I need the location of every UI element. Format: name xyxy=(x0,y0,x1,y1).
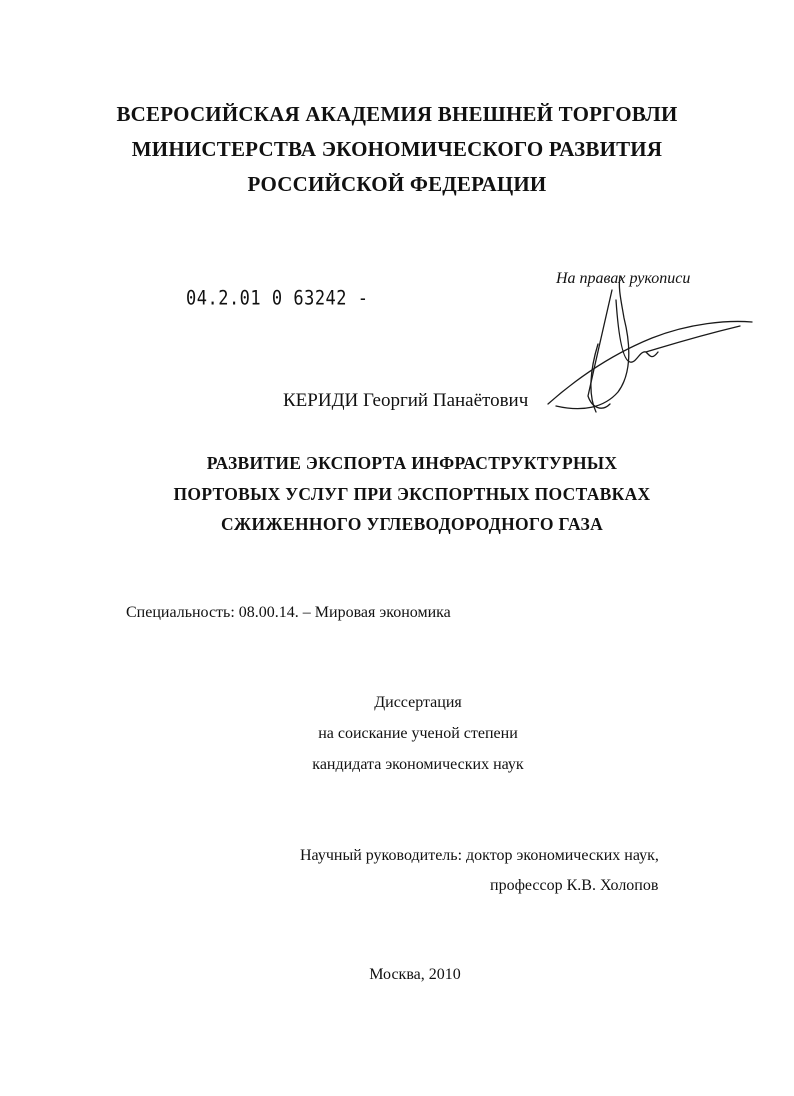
degree-line-3: кандидата экономических наук xyxy=(312,756,524,773)
dissertation-title-line-2: ПОРТОВЫХ УСЛУГ ПРИ ЭКСПОРТНЫХ ПОСТАВКАХ xyxy=(173,484,651,504)
institution-name-line-2: МИНИСТЕРСТВА ЭКОНОМИЧЕСКОГО РАЗВИТИЯ xyxy=(131,137,663,161)
degree-line-2: на соискание ученой степени xyxy=(318,725,518,742)
institution-name-line-1: ВСЕРОСИЙСКАЯ АКАДЕМИЯ ВНЕШНЕЙ ТОРГОВЛИ xyxy=(116,102,678,126)
author-name: КЕРИДИ Георгий Панаётович xyxy=(283,390,529,411)
manuscript-rights-label: На правах рукописи xyxy=(556,270,691,287)
specialty-line: Специальность: 08.00.14. – Мировая экономика xyxy=(126,604,451,621)
degree-line-1: Диссертация xyxy=(374,694,462,711)
supervisor-name: профессор К.В. Холопов xyxy=(490,877,659,894)
supervisor-line: Научный руководитель: доктор экономических наук, xyxy=(300,847,659,864)
registration-stamp: 04.2.01 0 63242 - xyxy=(186,287,369,310)
city-year: Москва, 2010 xyxy=(369,966,461,983)
dissertation-title-line-3: СЖИЖЕННОГО УГЛЕВОДОРОДНОГО ГАЗА xyxy=(220,514,604,534)
dissertation-title-line-1: РАЗВИТИЕ ЭКСПОРТА ИНФРАСТРУКТУРНЫХ xyxy=(206,453,618,473)
institution-name-line-3: РОССИЙСКОЙ ФЕДЕРАЦИИ xyxy=(247,172,547,196)
